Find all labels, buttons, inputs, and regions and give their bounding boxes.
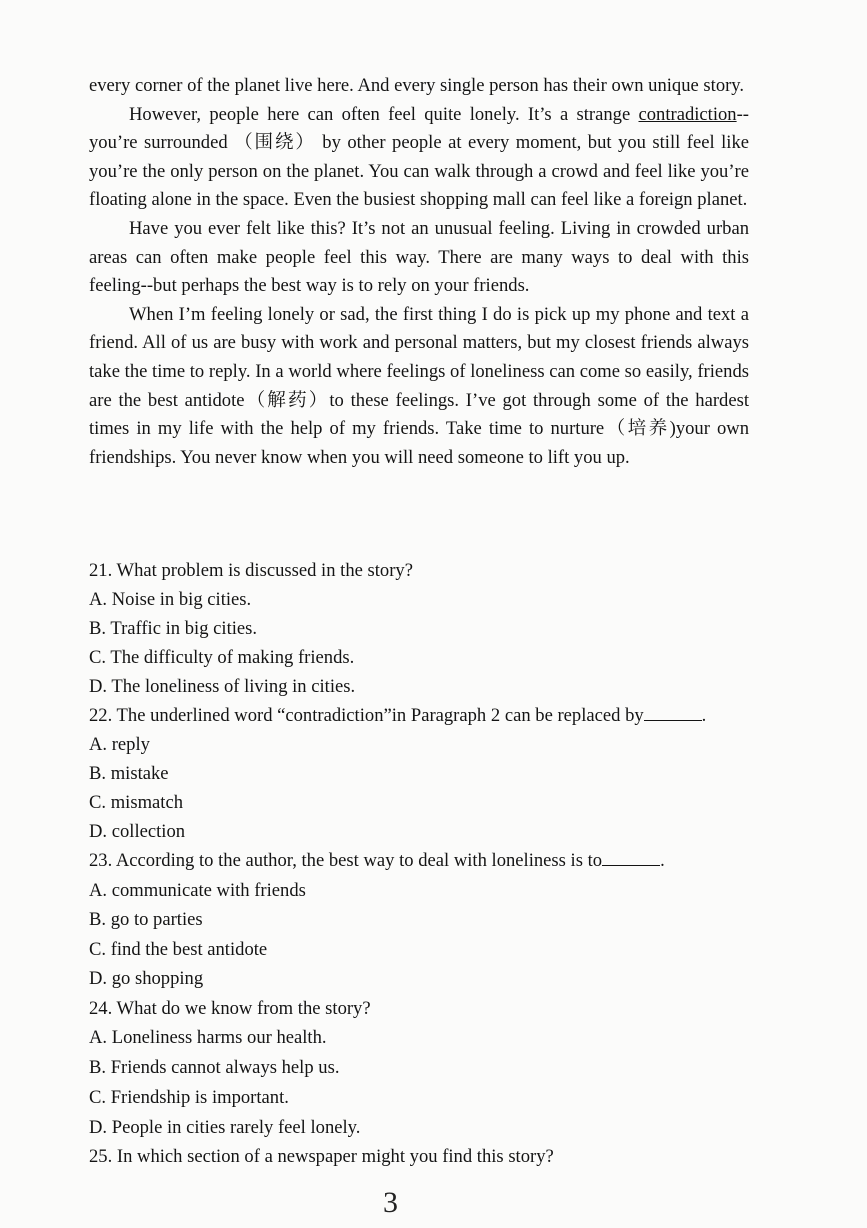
question-23-option-b: B. go to parties [89, 909, 203, 930]
answer-blank-22 [644, 719, 702, 721]
question-25-stem: 25. In which section of a newspaper might you find this story? [89, 1146, 554, 1168]
underlined-word-contradiction: contradiction [638, 103, 737, 125]
question-23-option-a: A. communicate with friends [89, 879, 306, 901]
question-24-option-b: B. Friends cannot always help us. [89, 1057, 340, 1079]
question-23-stem-text: 23. According to the author, the best way to deal with loneliness is to [89, 850, 603, 871]
question-23-stem: 23. According to the author, the best way to deal with loneliness is to . [89, 850, 665, 871]
question-22-option-b: B. mistake [89, 763, 169, 784]
question-22-option-c: C. mismatch [89, 792, 183, 813]
question-22-option-d: D. collection [89, 821, 186, 842]
question-21-option-d: D. The loneliness of living in cities. [89, 676, 356, 697]
question-21-option-c: C. The difficulty of making friends. [89, 647, 355, 668]
passage-paragraph-4: When I’m feeling lonely or sad, the first thing I do is pick up my phone and text a friend. All of us are busy with work and personal matters, but my closest friends always take the time to reply. In a world where feelings of loneliness can come so easily, friends are the best antidote（解药）to these feelings. I’ve got through some of the hardest times in my life with the help of my friends. Take time to nurture（培养)your own friendships. You never know when you will need someone to lift you up. [89, 303, 749, 468]
question-23-option-d: D. go shopping [89, 968, 204, 989]
question-21-option-b: B. Traffic in big cities. [89, 618, 258, 639]
question-24-option-c: C. Friendship is important. [89, 1086, 289, 1108]
passage-paragraph-2-start: However, people here can often feel quite lonely. It’s a strange [129, 103, 639, 125]
reading-passage [89, 72, 749, 472]
passage-paragraph-2-rest: --you’re surrounded （围绕） by other people at every moment, but you still feel like you’re the only person on the planet. You can walk through a crowd and feel like you’re floating alone in the space. Even the busiest shopping mall can feel like a foreign planet. [89, 103, 749, 211]
question-24-option-d: D. People in cities rarely feel lonely. [89, 1116, 361, 1138]
passage-paragraph-2 [89, 101, 749, 215]
question-21-stem: 21. What problem is discussed in the story? [89, 560, 413, 581]
page-number: 3 [383, 1186, 398, 1219]
question-24-stem: 24. What do we know from the story? [89, 997, 371, 1019]
passage-paragraph-1: every corner of the planet live here. And every single person has their own unique story. [89, 75, 745, 96]
question-22-stem-text: 22. The underlined word “contradiction”in Paragraph 2 can be replaced by [89, 705, 644, 726]
question-24-option-a: A. Loneliness harms our health. [89, 1027, 327, 1049]
question-22-stem: 22. The underlined word “contradiction”in Paragraph 2 can be replaced by . [89, 705, 707, 726]
questions-section [89, 556, 779, 1172]
question-23-option-c: C. find the best antidote [89, 938, 268, 960]
answer-blank-23 [602, 864, 660, 866]
question-21-option-a: A. Noise in big cities. [89, 589, 252, 610]
passage-paragraph-3: Have you ever felt like this? It’s not an unusual feeling. Living in crowded urban areas can often make people feel this way. There are many ways to deal with this feeling--but perhaps the best way is to rely on your friends. [89, 217, 749, 297]
question-22-option-a: A. reply [89, 734, 150, 755]
